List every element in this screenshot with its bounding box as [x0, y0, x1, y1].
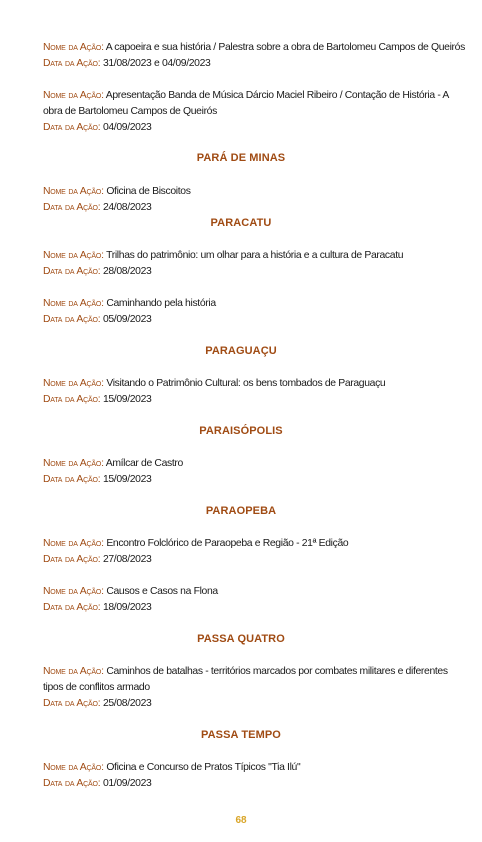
action-date-label: Data da Ação: — [43, 122, 101, 133]
action-date-value: 25/08/2023 — [102, 698, 152, 709]
action-name-label: Nome da Ação: — [43, 586, 104, 597]
action-date-line — [43, 776, 443, 792]
section-heading-passa-quatro: PASSA QUATRO — [197, 633, 285, 645]
section-heading-paraopeba: PARAOPEBA — [205, 505, 277, 517]
action-name-value: Amílcar de Castro — [105, 458, 183, 469]
action-date-value: 27/08/2023 — [102, 554, 152, 565]
action-date-line — [43, 552, 443, 568]
action-name-value: Encontro Folclórico de Paraopeba e Região - 21ª Edição — [106, 538, 349, 549]
action-date-label: Data da Ação: — [43, 474, 101, 485]
action-name-value: Apresentação Banda de Música Dárcio Maciel Ribeiro / Contação de História - A — [105, 90, 449, 101]
action-name-line — [43, 536, 443, 552]
action-date-label: Data da Ação: — [43, 202, 101, 213]
action-date-line — [43, 312, 443, 328]
action-date-value: 04/09/2023 — [102, 122, 152, 133]
action-date-label: Data da Ação: — [43, 58, 101, 69]
action-name-line — [43, 40, 465, 56]
action-date-line — [43, 120, 443, 136]
action-date-label: Data da Ação: — [43, 698, 101, 709]
action-name-label: Nome da Ação: — [43, 666, 104, 677]
action-date-value: 05/09/2023 — [102, 314, 152, 325]
action-name-continuation: obra de Bartolomeu Campos de Queirós — [43, 106, 217, 117]
action-name-continuation: tipos de conflitos armado — [43, 682, 150, 693]
action-date-line — [43, 200, 443, 216]
action-date-label: Data da Ação: — [43, 394, 101, 405]
page-number: 68 — [235, 815, 247, 826]
action-name-label: Nome da Ação: — [43, 538, 104, 549]
action-name-line — [43, 664, 448, 680]
action-name-line — [43, 248, 443, 264]
section-heading-paracatu: PARACATU — [210, 217, 272, 229]
action-name-label: Nome da Ação: — [43, 250, 104, 261]
section-heading-paraguacu: PARAGUAÇU — [205, 345, 277, 357]
action-name-value: Caminhando pela história — [106, 298, 216, 309]
action-date-line — [43, 56, 443, 72]
action-name-label: Nome da Ação: — [43, 90, 104, 101]
action-name-line — [43, 296, 443, 312]
action-name-value: Oficina de Biscoitos — [106, 186, 191, 197]
action-name-value: Oficina e Concurso de Pratos Típicos "Tia Ilú" — [106, 762, 301, 773]
action-name-line — [43, 760, 443, 776]
action-name-line — [43, 584, 443, 600]
section-heading-para-de-minas: PARÁ DE MINAS — [196, 152, 286, 164]
action-name-line — [43, 184, 443, 200]
action-name-line — [43, 88, 449, 104]
section-heading-passa-tempo: PASSA TEMPO — [201, 729, 281, 741]
action-name-line — [43, 456, 443, 472]
action-name-label: Nome da Ação: — [43, 378, 104, 389]
action-date-line — [43, 472, 443, 488]
action-date-value: 24/08/2023 — [102, 202, 152, 213]
action-name-value: Causos e Casos na Flona — [106, 586, 218, 597]
action-date-value: 15/09/2023 — [102, 394, 152, 405]
action-date-label: Data da Ação: — [43, 314, 101, 325]
action-date-line — [43, 600, 443, 616]
action-date-label: Data da Ação: — [43, 778, 101, 789]
action-name-value: Caminhos de batalhas - territórios marcados por combates militares e diferentes — [106, 666, 448, 677]
action-date-label: Data da Ação: — [43, 602, 101, 613]
action-name-label: Nome da Ação: — [43, 42, 104, 53]
action-date-line — [43, 392, 443, 408]
action-date-value: 31/08/2023 e 04/09/2023 — [102, 58, 211, 69]
action-date-label: Data da Ação: — [43, 266, 101, 277]
action-date-value: 01/09/2023 — [102, 778, 152, 789]
action-date-label: Data da Ação: — [43, 554, 101, 565]
action-date-line — [43, 696, 443, 712]
action-name-label: Nome da Ação: — [43, 298, 104, 309]
action-name-value: A capoeira e sua história / Palestra sobre a obra de Bartolomeu Campos de Queirós — [105, 42, 465, 53]
action-date-value: 15/09/2023 — [102, 474, 152, 485]
action-date-value: 18/09/2023 — [102, 602, 152, 613]
action-name-label: Nome da Ação: — [43, 458, 104, 469]
action-name-value: Trilhas do patrimônio: um olhar para a história e a cultura de Paracatu — [106, 250, 404, 261]
action-date-line — [43, 264, 443, 280]
action-name-value: Visitando o Patrimônio Cultural: os bens tombados de Paraguaçu — [106, 378, 386, 389]
action-name-line — [43, 376, 443, 392]
action-name-label: Nome da Ação: — [43, 186, 104, 197]
action-name-label: Nome da Ação: — [43, 762, 104, 773]
section-heading-paraisopolis: PARAISÓPOLIS — [199, 425, 283, 437]
action-date-value: 28/08/2023 — [102, 266, 152, 277]
